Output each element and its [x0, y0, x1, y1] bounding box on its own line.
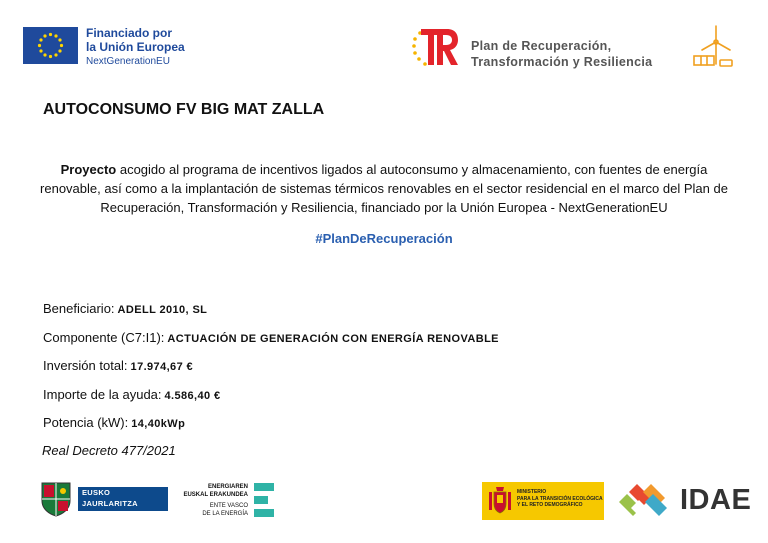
componente-value: ACTUACIÓN DE GENERACIÓN CON ENERGÍA RENOVABLE: [167, 333, 499, 345]
inversion-value: 17.974,67 €: [130, 361, 194, 373]
project-title: AUTOCONSUMO FV BIG MAT ZALLA: [43, 101, 325, 118]
ministerio-line1: MINISTERIO: [517, 489, 547, 495]
eve-e-logo-icon: [252, 481, 276, 519]
ministerio-text: [517, 489, 603, 509]
componente-row: [43, 330, 499, 345]
eve-line3: ENTE VASCO: [209, 503, 248, 509]
idae-logo-text: IDAE: [680, 484, 752, 516]
project-description: [36, 160, 732, 217]
hashtag: #PlanDeRecuperación: [315, 231, 453, 246]
importe-label: Importe de la ayuda:: [43, 387, 162, 402]
inversion-label: Inversión total:: [43, 358, 128, 373]
potencia-label: Potencia (kW):: [43, 415, 129, 430]
spain-coat-of-arms-icon: [488, 486, 512, 516]
wind-solar-icon: [690, 22, 736, 70]
plan-recuperacion-logo-text: [471, 38, 652, 70]
potencia-row: [43, 415, 185, 430]
ministerio-line3: Y EL RETO DEMOGRÁFICO: [517, 502, 583, 508]
description-body: acogido al programa de incentivos ligados al autoconsumo y almacenamiento, con fuentes de energía renovable, así como a la implantación de sistemas térmicos renovables en el sector residencial en el marco del Plan de Recuperación, Transformación y Resiliencia, financiado por la Unión Europea - NextGenerationEU: [40, 162, 728, 215]
basque-government-logo: [78, 487, 168, 519]
componente-label: Componente (C7:I1):: [43, 330, 165, 345]
eu-flag-icon: [23, 27, 78, 64]
beneficiario-value: ADELL 2010, SL: [117, 304, 208, 316]
beneficiario-row: [43, 301, 207, 316]
importe-value: 4.586,40 €: [164, 390, 221, 402]
plan-line2: Transformación y Resiliencia: [471, 55, 653, 69]
importe-row: [43, 387, 221, 402]
inversion-row: [43, 358, 193, 373]
eu-funding-logo-text: [86, 26, 185, 69]
eve-logo-text: [174, 484, 248, 518]
eu-line2: la Unión Europea: [86, 40, 185, 54]
eu-line3: NextGenerationEU: [86, 56, 170, 67]
plan-line1: Plan de Recuperación,: [471, 39, 612, 53]
eve-line1: ENERGIAREN: [207, 484, 248, 490]
ministerio-line2: PARA LA TRANSICIÓN ECOLÓGICA: [517, 495, 603, 502]
eu-line1: Financiado por: [86, 26, 173, 40]
eve-line4: DE LA ENERGÍA: [202, 510, 248, 517]
basque-gov-line1: EUSKO JAURLARITZA: [82, 488, 138, 508]
description-lead: Proyecto: [60, 162, 117, 177]
beneficiario-label: Beneficiario:: [43, 301, 115, 316]
idae-logo-icon: [617, 480, 673, 520]
tr-logo-icon: [411, 25, 461, 69]
eve-line2: EUSKAL ERAKUNDEA: [183, 491, 248, 498]
royal-decree: Real Decreto 477/2021: [42, 443, 176, 458]
basque-gov-line2: GOBIERNO VASCO: [82, 510, 156, 519]
basque-shield-icon: [40, 481, 72, 517]
potencia-value: 14,40kWp: [131, 418, 186, 430]
